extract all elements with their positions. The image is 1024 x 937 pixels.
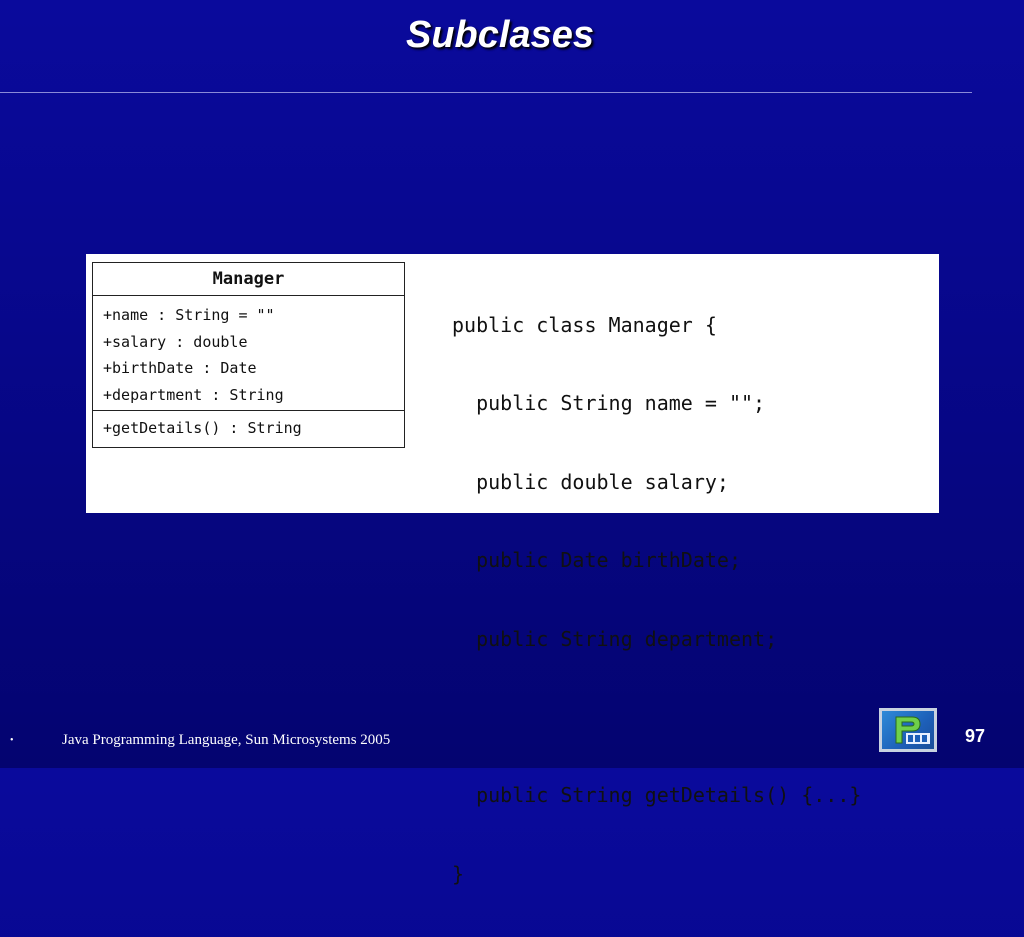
code-line: public String name = ""; xyxy=(452,391,766,416)
uml-class-name: Manager xyxy=(93,263,404,296)
logo-icon xyxy=(879,708,937,752)
code-line: } xyxy=(452,861,465,886)
code-line: public class Manager { xyxy=(452,313,717,337)
footer-text: Java Programming Language, Sun Microsystems 2005 xyxy=(62,732,391,748)
uml-method: +getDetails() : String xyxy=(103,419,302,437)
uml-class-diagram xyxy=(92,262,405,448)
code-line: public double salary; xyxy=(452,469,729,494)
code-block xyxy=(452,262,932,937)
uml-methods xyxy=(93,411,404,442)
page-number: 97 xyxy=(965,726,986,746)
uml-attribute: +name : String = "" xyxy=(103,306,275,324)
slide-title: Subclases xyxy=(406,14,594,56)
title-divider xyxy=(0,92,972,93)
uml-attributes xyxy=(93,296,404,411)
code-line: public String department; xyxy=(452,626,778,651)
uml-attribute: +salary : double xyxy=(103,332,248,351)
uml-attribute: +birthDate : Date xyxy=(103,359,257,377)
code-line xyxy=(452,702,932,732)
code-line: public String getDetails() {...} xyxy=(452,783,862,808)
uml-attribute: +department : String xyxy=(103,385,284,404)
code-line: public Date birthDate; xyxy=(452,548,741,573)
footer-bullet: • xyxy=(10,735,14,746)
